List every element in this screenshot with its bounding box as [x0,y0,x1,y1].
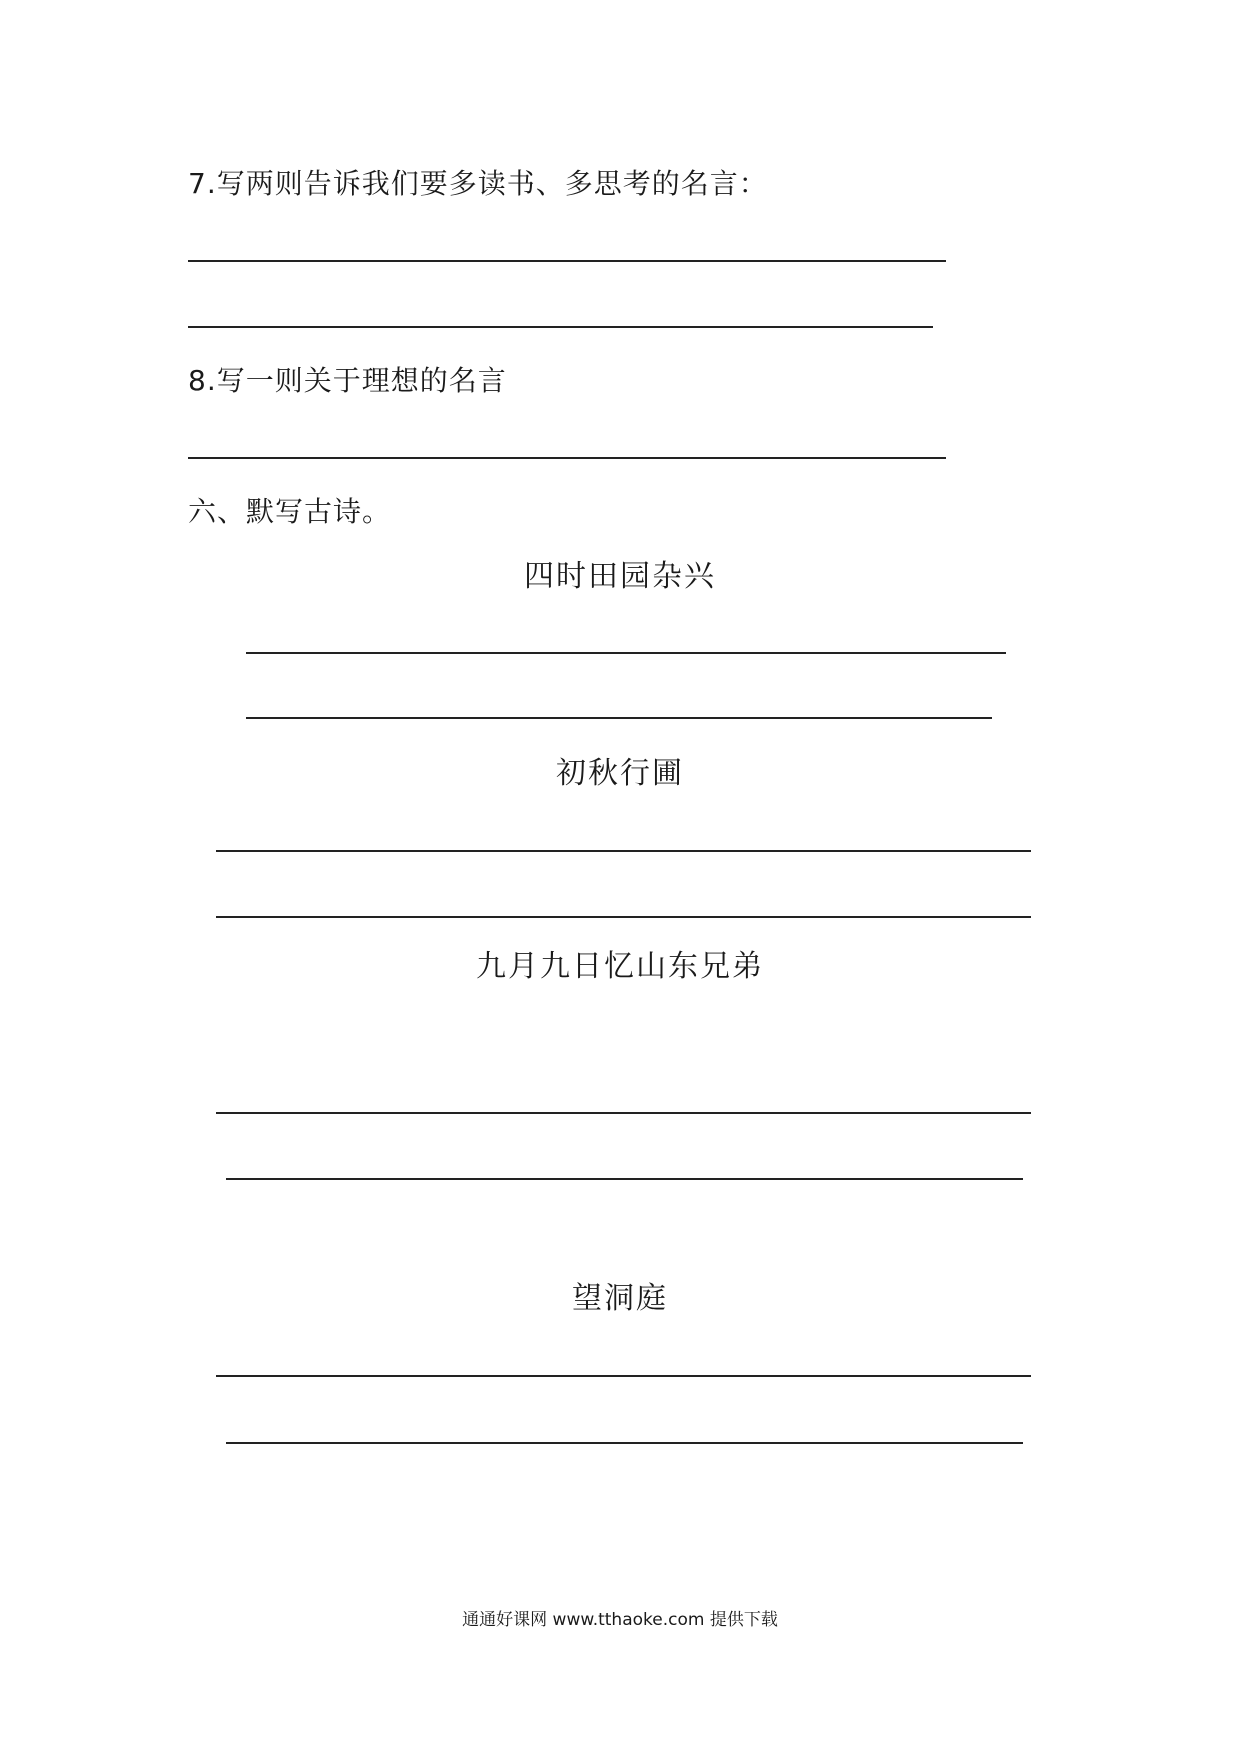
poem-1-line-1[interactable] [246,652,1006,654]
poem-4-line-2[interactable] [226,1442,1023,1444]
poem-3-line-2[interactable] [226,1178,1023,1180]
question-8-prompt: 8.写一则关于理想的名言 [188,364,507,397]
poem-1-line-2[interactable] [246,717,992,719]
poem-3-line-1[interactable] [216,1112,1031,1114]
answer-line-q8-1[interactable] [188,457,946,459]
poem-2-line-2[interactable] [216,916,1031,918]
poem-title-1: 四时田园杂兴 [524,559,716,594]
section-6-heading: 六、默写古诗。 [188,495,392,528]
poem-title-2: 初秋行圃 [556,756,684,791]
poem-4-line-1[interactable] [216,1375,1031,1377]
answer-line-q7-1[interactable] [188,260,946,262]
poem-2-line-1[interactable] [216,850,1031,852]
poem-title-3: 九月九日忆山东兄弟 [476,949,764,984]
question-7-prompt: 7.写两则告诉我们要多读书、多思考的名言： [188,167,768,200]
poem-title-4: 望洞庭 [572,1281,668,1316]
answer-line-q7-2[interactable] [188,326,933,328]
page-footer: 通通好课网 www.tthaoke.com 提供下载 [462,1610,778,1630]
